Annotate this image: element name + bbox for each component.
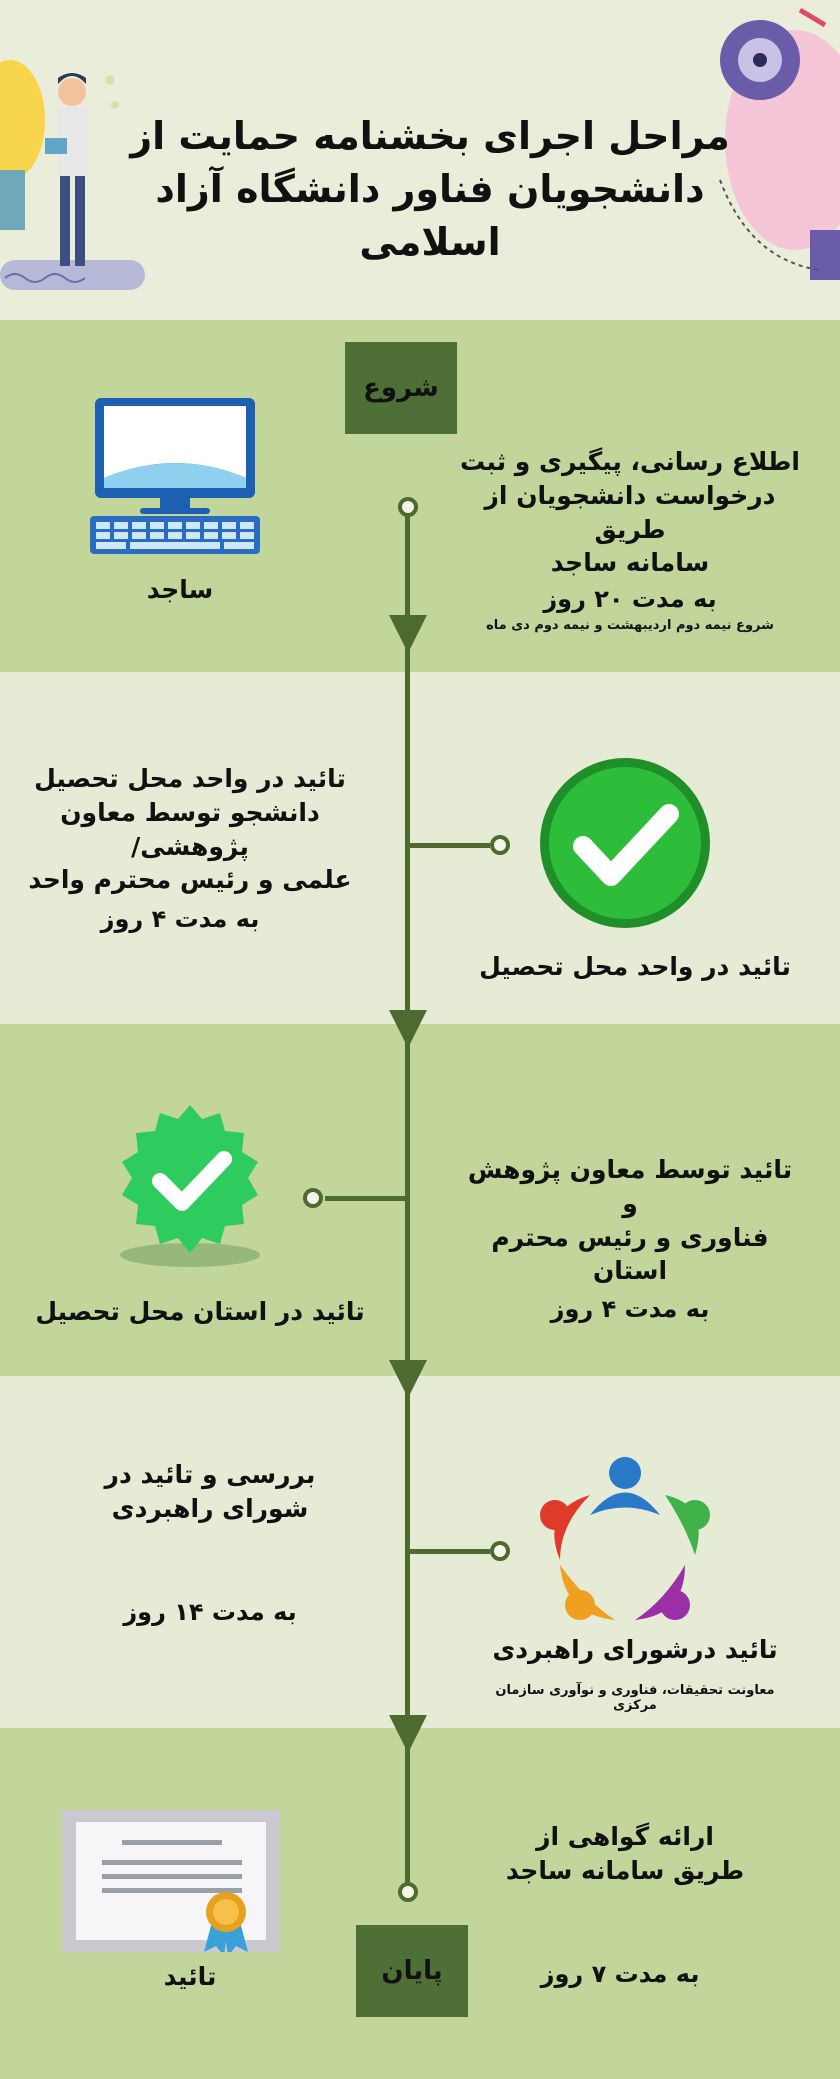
check-badge-icon	[110, 1105, 270, 1270]
timeline-branch	[410, 1549, 490, 1554]
step-2-line-1: تائید در واحد محل تحصیل	[34, 764, 346, 793]
step-5-caption: تائید	[163, 1962, 217, 1991]
arrow-down-icon	[389, 615, 427, 653]
timeline-branch	[410, 843, 490, 848]
step-1-line-1: اطلاع رسانی، پیگیری و ثبت	[460, 447, 800, 476]
team-circle-icon	[535, 1455, 715, 1625]
start-box: شروع	[345, 342, 457, 434]
step-4-description	[60, 1458, 360, 1526]
step-5-duration: به مدت ۷ روز	[540, 1960, 700, 1988]
arrow-down-icon	[389, 1715, 427, 1753]
step-5-description	[480, 1820, 770, 1888]
computer-icon	[90, 398, 260, 556]
step-4-line-1: بررسی و تائید در	[104, 1460, 316, 1489]
end-box: پایان	[356, 1925, 468, 2017]
timeline-node	[490, 1541, 510, 1561]
check-circle-icon	[538, 756, 712, 930]
title-line-2: دانشجویان فناور دانشگاه آزاد اسلامی	[155, 167, 705, 265]
header	[0, 0, 840, 320]
timeline-node	[398, 1882, 418, 1902]
step-4-note: معاونت تحقیقات، فناوری و نوآوری سازمان مرکزی	[495, 1683, 775, 1713]
timeline-branch	[325, 1196, 407, 1201]
step-2-description	[20, 762, 360, 897]
step-2-caption: تائید در واحد محل تحصیل	[479, 952, 791, 981]
step-4-caption: تائید درشورای راهبردی	[492, 1635, 778, 1664]
step-1-caption: ساجد	[146, 575, 214, 604]
step-2-line-2: دانشجو توسط معاون پژوهشی/	[60, 797, 320, 861]
arrow-down-icon	[389, 1360, 427, 1398]
step-4-duration: به مدت ۱۴ روز	[123, 1598, 297, 1626]
step-1-line-2: درخواست دانشجویان از طریق	[484, 480, 776, 544]
step-4-line-2: شورای راهبردی	[111, 1493, 309, 1523]
step-2-line-3: علمی و رئیس محترم واحد	[28, 865, 352, 895]
timeline-node	[303, 1188, 323, 1208]
step-3-description	[460, 1153, 800, 1288]
step-3-line-2: فناوری و رئیس محترم استان	[491, 1222, 769, 1286]
certificate-icon	[62, 1810, 280, 1952]
step-5-line-1: ارائه گواهی از	[536, 1822, 714, 1851]
timeline-node	[490, 835, 510, 855]
step-1-description	[450, 445, 810, 580]
step-3-duration: به مدت ۴ روز	[550, 1295, 710, 1323]
step-5-line-2: طریق سامانه ساجد	[505, 1855, 745, 1885]
title-line-1: مراحل اجرای بخشنامه حمایت از	[130, 114, 730, 158]
step-1-line-3: سامانه ساجد	[550, 548, 710, 578]
arrow-down-icon	[389, 1010, 427, 1048]
step-3-line-1: تائید توسط معاون پژوهش و	[467, 1155, 793, 1218]
step-1-duration: به مدت ۲۰ روز	[543, 585, 717, 613]
timeline-node	[398, 497, 418, 517]
step-2-duration: به مدت ۴ روز	[100, 905, 260, 933]
step-3-caption: تائید در استان محل تحصیل	[35, 1297, 365, 1326]
step-1-note: شروع نیمه دوم اردیبهشت و نیمه دوم دی ماه	[486, 618, 774, 633]
page-title	[80, 110, 780, 270]
